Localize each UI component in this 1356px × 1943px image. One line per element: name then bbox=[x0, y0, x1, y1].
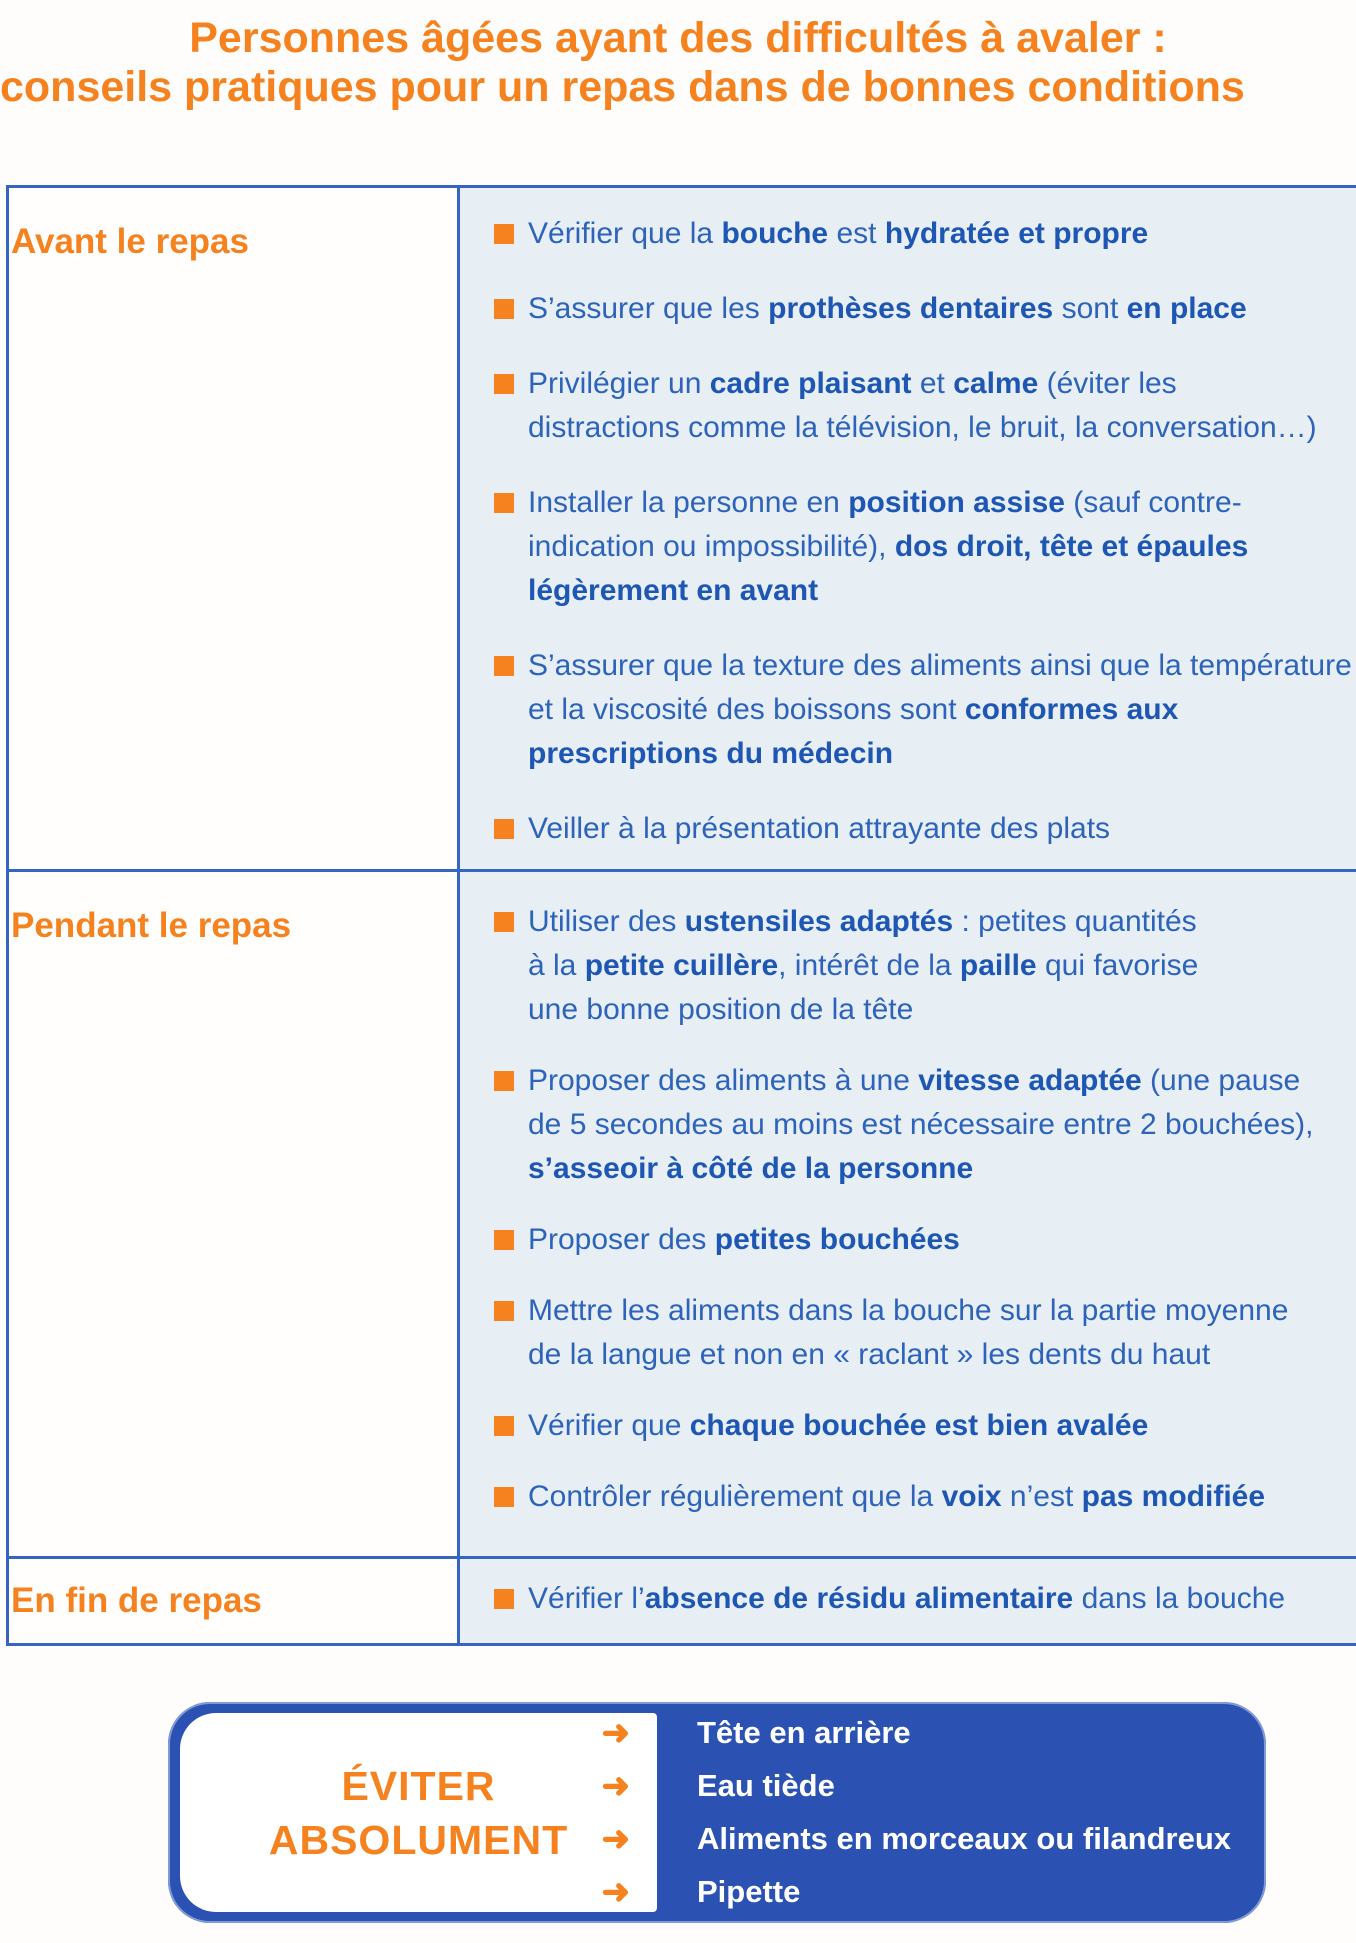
arrow-right-icon: ➜ bbox=[601, 1873, 630, 1912]
avoid-item-label: Tête en arrière bbox=[697, 1714, 911, 1750]
list-item-text bbox=[528, 287, 1247, 331]
body-text: sont bbox=[1053, 292, 1127, 325]
square-bullet-icon bbox=[494, 819, 514, 839]
emphasis-text: prescriptions du médecin bbox=[528, 737, 894, 770]
emphasis-text: vitesse adaptée bbox=[918, 1064, 1142, 1097]
emphasis-text: cadre plaisant bbox=[709, 367, 912, 400]
list-item bbox=[494, 807, 1356, 851]
avoid-item-label: Pipette bbox=[697, 1874, 801, 1910]
body-text: indication ou impossibilité), bbox=[528, 530, 895, 563]
list-item-text bbox=[528, 1218, 960, 1262]
body-text: , intérêt de la bbox=[778, 949, 960, 982]
emphasis-text: calme bbox=[953, 367, 1039, 400]
emphasis-text: prothèses dentaires bbox=[768, 292, 1054, 325]
body-text: une bonne position de la tête bbox=[528, 993, 914, 1026]
arrow-right-icon: ➜ bbox=[601, 1766, 630, 1805]
emphasis-text: bouche bbox=[721, 217, 829, 250]
list-item-text bbox=[528, 212, 1148, 256]
body-text: Contrôler régulièrement que la bbox=[528, 1480, 942, 1513]
avoid-item-row bbox=[168, 1759, 1266, 1812]
body-text: Privilégier un bbox=[528, 367, 710, 400]
emphasis-text: dos droit, tête et épaules bbox=[894, 530, 1249, 563]
row-content-cell bbox=[457, 188, 1356, 869]
row-label: Pendant le repas bbox=[11, 906, 292, 945]
square-bullet-icon bbox=[494, 1230, 514, 1250]
square-bullet-icon bbox=[494, 1301, 514, 1321]
arrow-right-icon: ➜ bbox=[601, 1820, 630, 1859]
body-text: et la viscosité des boissons sont bbox=[528, 693, 965, 726]
row-label: Avant le repas bbox=[11, 222, 249, 261]
list-item bbox=[494, 1577, 1356, 1621]
body-text: Utiliser des bbox=[528, 905, 685, 938]
emphasis-text: voix bbox=[941, 1480, 1002, 1513]
avoid-item-row bbox=[168, 1866, 1266, 1919]
emphasis-text: conformes aux bbox=[964, 693, 1179, 726]
square-bullet-icon bbox=[494, 912, 514, 932]
list-item-text bbox=[528, 362, 1317, 450]
list-item-text bbox=[528, 807, 1110, 851]
row-content-cell bbox=[457, 872, 1356, 1556]
body-text: (éviter les bbox=[1038, 367, 1177, 400]
emphasis-text: légèrement en avant bbox=[528, 574, 819, 607]
row-label: En fin de repas bbox=[11, 1581, 262, 1620]
table-row bbox=[9, 188, 1356, 869]
square-bullet-icon bbox=[494, 1487, 514, 1507]
table-row bbox=[9, 869, 1356, 1556]
square-bullet-icon bbox=[494, 299, 514, 319]
list-item bbox=[494, 1404, 1356, 1448]
advice-table bbox=[6, 185, 1356, 1646]
title-line-1: Personnes âgées ayant des difficultés à avaler : bbox=[189, 14, 1167, 62]
emphasis-text: absence de résidu alimentaire bbox=[644, 1582, 1074, 1615]
body-text: S’assurer que les bbox=[528, 292, 769, 325]
emphasis-text: ustensiles adaptés bbox=[684, 905, 954, 938]
emphasis-text: s’asseoir à côté de la personne bbox=[528, 1152, 974, 1185]
body-text: Veiller à la présentation attrayante des plats bbox=[528, 812, 1111, 845]
list-item-text bbox=[528, 1059, 1313, 1191]
list-item bbox=[494, 1059, 1356, 1191]
list-item-text bbox=[528, 1404, 1148, 1448]
body-text: Vérifier que la bbox=[528, 217, 722, 250]
list-item bbox=[494, 212, 1356, 256]
list-item-text bbox=[528, 1289, 1288, 1377]
square-bullet-icon bbox=[494, 493, 514, 513]
arrow-right-icon: ➜ bbox=[601, 1713, 630, 1752]
square-bullet-icon bbox=[494, 1416, 514, 1436]
avoid-item-row bbox=[168, 1706, 1266, 1759]
body-text: distractions comme la télévision, le bruit, la conversation…) bbox=[528, 411, 1317, 444]
body-text: de la langue et non en « raclant » les dents du haut bbox=[528, 1338, 1211, 1371]
list-item-text bbox=[528, 644, 1352, 776]
body-text: dans la bouche bbox=[1073, 1582, 1286, 1615]
list-item bbox=[494, 1218, 1356, 1262]
avoid-label-line2: ABSOLUMENT bbox=[268, 1816, 569, 1863]
row-label-cell bbox=[9, 872, 457, 1556]
title-line-2: conseils pratiques pour un repas dans de bonnes conditions bbox=[0, 63, 1245, 111]
body-text: : petites quantités bbox=[953, 905, 1197, 938]
body-text: de 5 secondes au moins est nécessaire entre 2 bouchées), bbox=[528, 1108, 1314, 1141]
avoid-box bbox=[168, 1702, 1266, 1923]
body-text: Vérifier que bbox=[528, 1409, 690, 1442]
list-item-text bbox=[528, 900, 1198, 1032]
square-bullet-icon bbox=[494, 224, 514, 244]
body-text: qui favorise bbox=[1036, 949, 1199, 982]
square-bullet-icon bbox=[494, 1071, 514, 1091]
list-item bbox=[494, 644, 1356, 776]
document-title bbox=[0, 0, 1356, 112]
list-item-text bbox=[528, 1577, 1285, 1621]
list-item bbox=[494, 481, 1356, 613]
body-text: Vérifier l’ bbox=[528, 1582, 645, 1615]
body-text: Mettre les aliments dans la bouche sur la partie moyenne bbox=[528, 1294, 1289, 1327]
emphasis-text: petite cuillère bbox=[584, 949, 779, 982]
avoid-item-label: Aliments en morceaux ou filandreux bbox=[697, 1821, 1232, 1857]
list-item bbox=[494, 287, 1356, 331]
list-item bbox=[494, 900, 1356, 1032]
square-bullet-icon bbox=[494, 1589, 514, 1609]
row-content-cell bbox=[457, 1559, 1356, 1643]
body-text: n’est bbox=[1001, 1480, 1082, 1513]
body-text: et bbox=[911, 367, 954, 400]
body-text: (une pause bbox=[1141, 1064, 1301, 1097]
avoid-item-label: Eau tiède bbox=[697, 1767, 835, 1803]
row-label-cell bbox=[9, 188, 457, 869]
emphasis-text: position assise bbox=[848, 486, 1065, 519]
body-text: Installer la personne en bbox=[528, 486, 849, 519]
list-item bbox=[494, 362, 1356, 450]
avoid-item-row bbox=[168, 1813, 1266, 1866]
body-text: est bbox=[828, 217, 885, 250]
body-text: Proposer des bbox=[528, 1223, 715, 1256]
list-item-text bbox=[528, 481, 1248, 613]
emphasis-text: petites bouchées bbox=[714, 1223, 960, 1256]
body-text: S’assurer que la texture des aliments ainsi que la température bbox=[528, 649, 1352, 682]
avoid-label-line1: ÉVITER bbox=[341, 1762, 496, 1809]
body-text: (sauf contre- bbox=[1064, 486, 1242, 519]
list-item bbox=[494, 1289, 1356, 1377]
emphasis-text: hydratée et propre bbox=[884, 217, 1149, 250]
emphasis-text: en place bbox=[1126, 292, 1247, 325]
emphasis-text: pas modifiée bbox=[1081, 1480, 1266, 1513]
list-item-text bbox=[528, 1475, 1265, 1519]
row-label-cell bbox=[9, 1559, 457, 1643]
list-item bbox=[494, 1475, 1356, 1519]
square-bullet-icon bbox=[494, 656, 514, 676]
emphasis-text: paille bbox=[959, 949, 1037, 982]
emphasis-text: chaque bouchée est bien avalée bbox=[689, 1409, 1149, 1442]
table-row bbox=[9, 1556, 1356, 1643]
avoid-items bbox=[168, 1702, 1266, 1923]
body-text: Proposer des aliments à une bbox=[528, 1064, 919, 1097]
square-bullet-icon bbox=[494, 374, 514, 394]
body-text: à la bbox=[528, 949, 585, 982]
